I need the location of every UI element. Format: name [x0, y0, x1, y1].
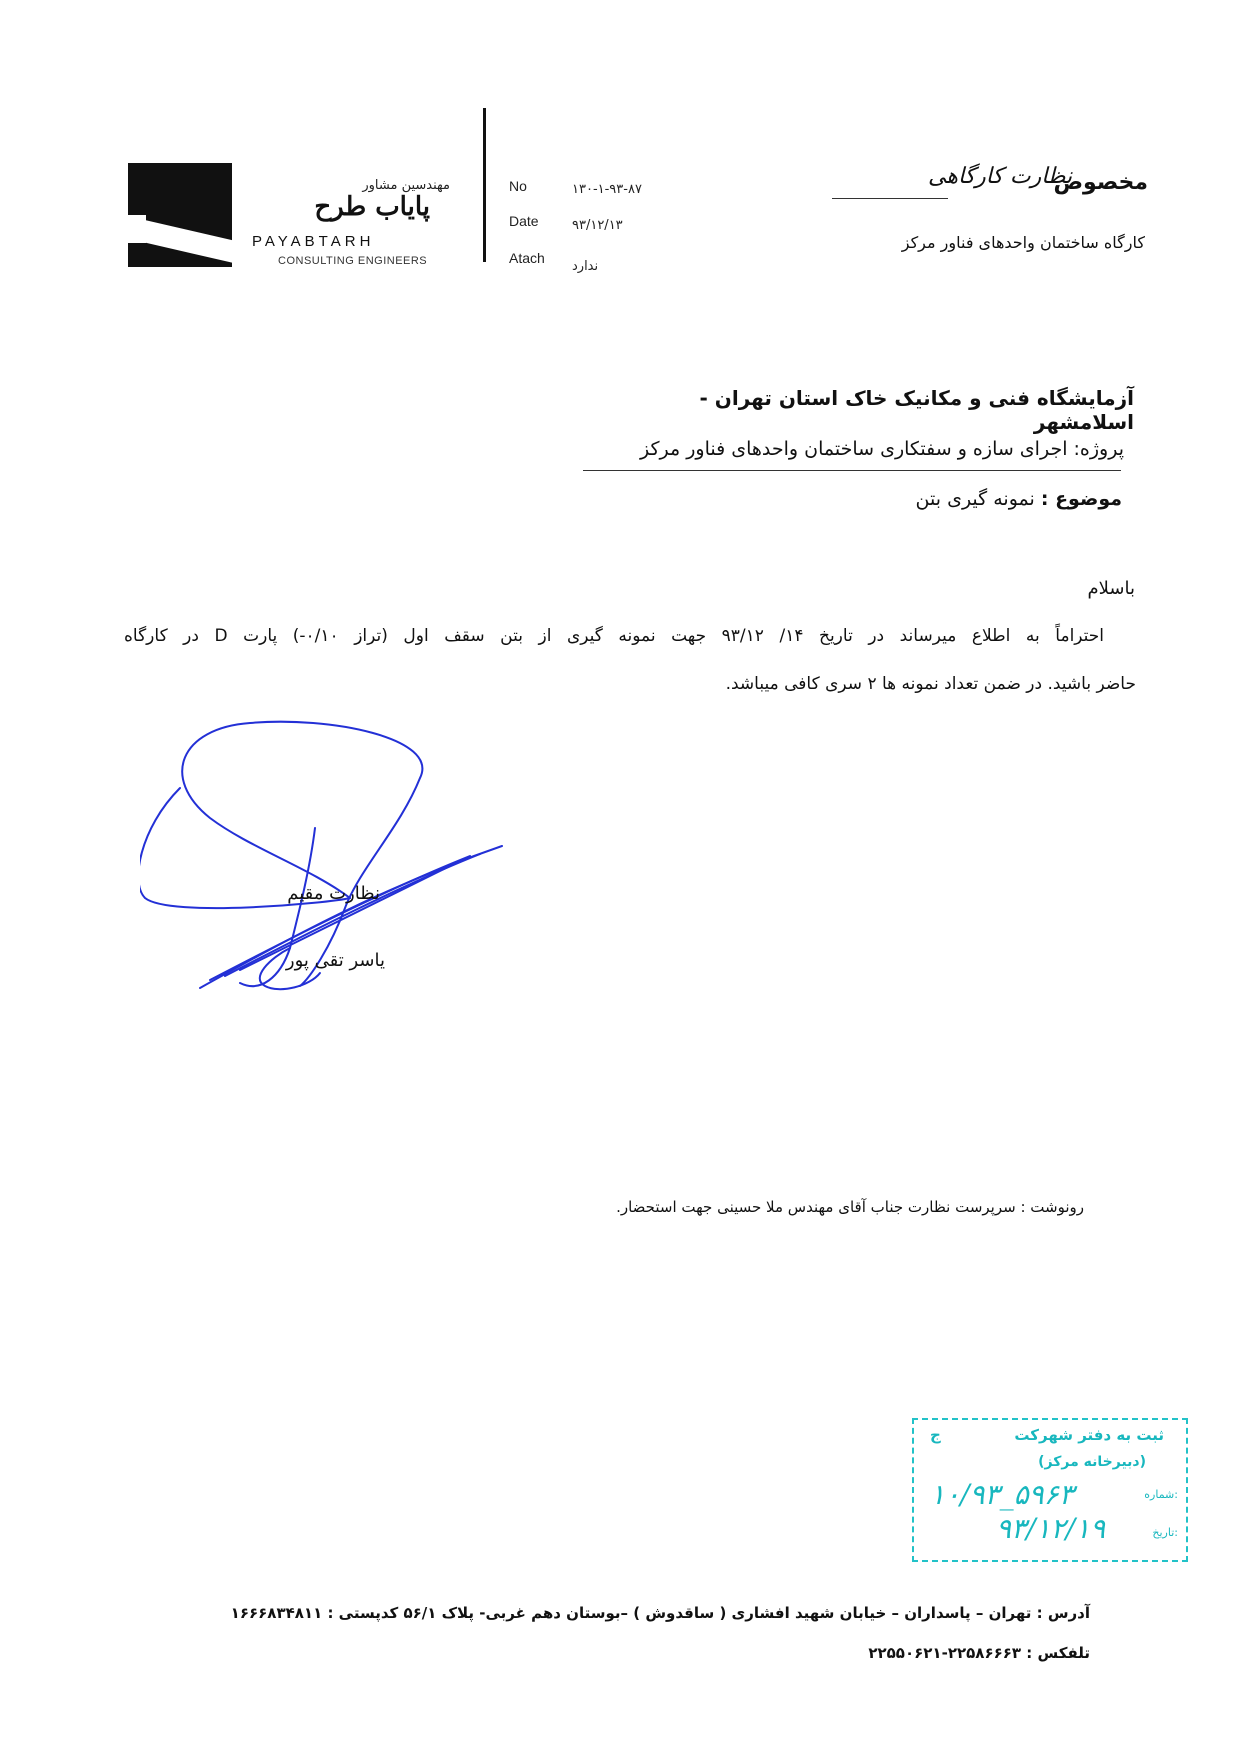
stamp-subtitle: (دبیرخانه مرکز) [1038, 1454, 1146, 1470]
meta-no-label: No [509, 178, 527, 194]
subject-line [860, 488, 1122, 510]
meta-date-label: Date [509, 213, 539, 229]
greeting: باسلام [1087, 578, 1135, 599]
stamp-registration-number: ۱۰/۹۳_۵۹۶۳ [930, 1478, 1074, 1511]
subject-label: موضوع : [1040, 488, 1122, 510]
meta-attach-label: Atach [509, 250, 545, 266]
meta-no-value: ۱۳۰-۱-۹۳-۸۷ [572, 182, 642, 197]
footer-telfax: تلفکس : ۲۲۵۸۶۶۶۳-۲۲۵۵۰۶۲۱ [868, 1644, 1090, 1662]
project-underline [583, 470, 1121, 471]
company-subtitle-en: CONSULTING ENGINEERS [278, 255, 428, 267]
confidential-underline [832, 198, 948, 199]
confidential-handwritten: نظارت کارگاهی [928, 164, 1073, 189]
header-divider [483, 108, 486, 262]
body-paragraph-line-1: احتراماً به اطلاع میرساند در تاریخ ۱۴/ ۹۳/۱۲ جهت نمونه گیری از بتن سقف اول (تراز ۰/۱۰-) پارت D در کارگاه [124, 626, 1105, 646]
confidential-title: مخصوص [1053, 170, 1148, 195]
meta-date-value: ۹۳/۱۲/۱۳ [572, 218, 623, 233]
company-name-fa: پایاب طرح [314, 192, 430, 222]
registration-stamp [912, 1418, 1188, 1562]
workshop-subtitle: کارگاه ساختمان واحدهای فناور مرکز [901, 233, 1145, 252]
stamp-title: ثبت به دفتر شهرکت [1014, 1426, 1164, 1444]
project-line: پروژه: اجرای سازه و سفتکاری ساختمان واحدهای فناور مرکز [640, 438, 1124, 460]
company-type-fa: مهندسین مشاور [362, 178, 450, 193]
company-logo-mark [128, 163, 232, 267]
stamp-number-label: شماره: [1144, 1488, 1178, 1501]
signatory-role: نظارت مقیم [287, 883, 380, 904]
carbon-copy-line: رونوشت : سرپرست نظارت جناب آقای مهندس ملا حسینی جهت استحضار. [616, 1198, 1084, 1216]
stamp-corner-letter: ج [930, 1426, 941, 1444]
meta-attach-value: ندارد [572, 259, 599, 274]
signatory-name: یاسر تقی پور [285, 950, 385, 971]
body-paragraph-line-2: حاضر باشید. در ضمن تعداد نمونه ها ۲ سری کافی میباشد. [725, 674, 1136, 694]
stamp-registration-date: ۹۳/۱۲/۱۹ [996, 1512, 1106, 1545]
footer-address: آدرس : تهران – پاسداران – خیابان شهید افشاری ( ساقدوش ) –بوستان دهم غربی- پلاک ۵۶/۱ کدپستی : ۱۶۶۶۸۳۴۸۱۱ [230, 1604, 1090, 1622]
recipient: آزمایشگاه فنی و مکانیک خاک استان تهران - اسلامشهر [699, 386, 1134, 434]
subject-value: نمونه گیری بتن [915, 488, 1035, 510]
company-name-en: PAYABTARH [252, 233, 375, 250]
stamp-date-label: تاریخ: [1152, 1526, 1178, 1539]
